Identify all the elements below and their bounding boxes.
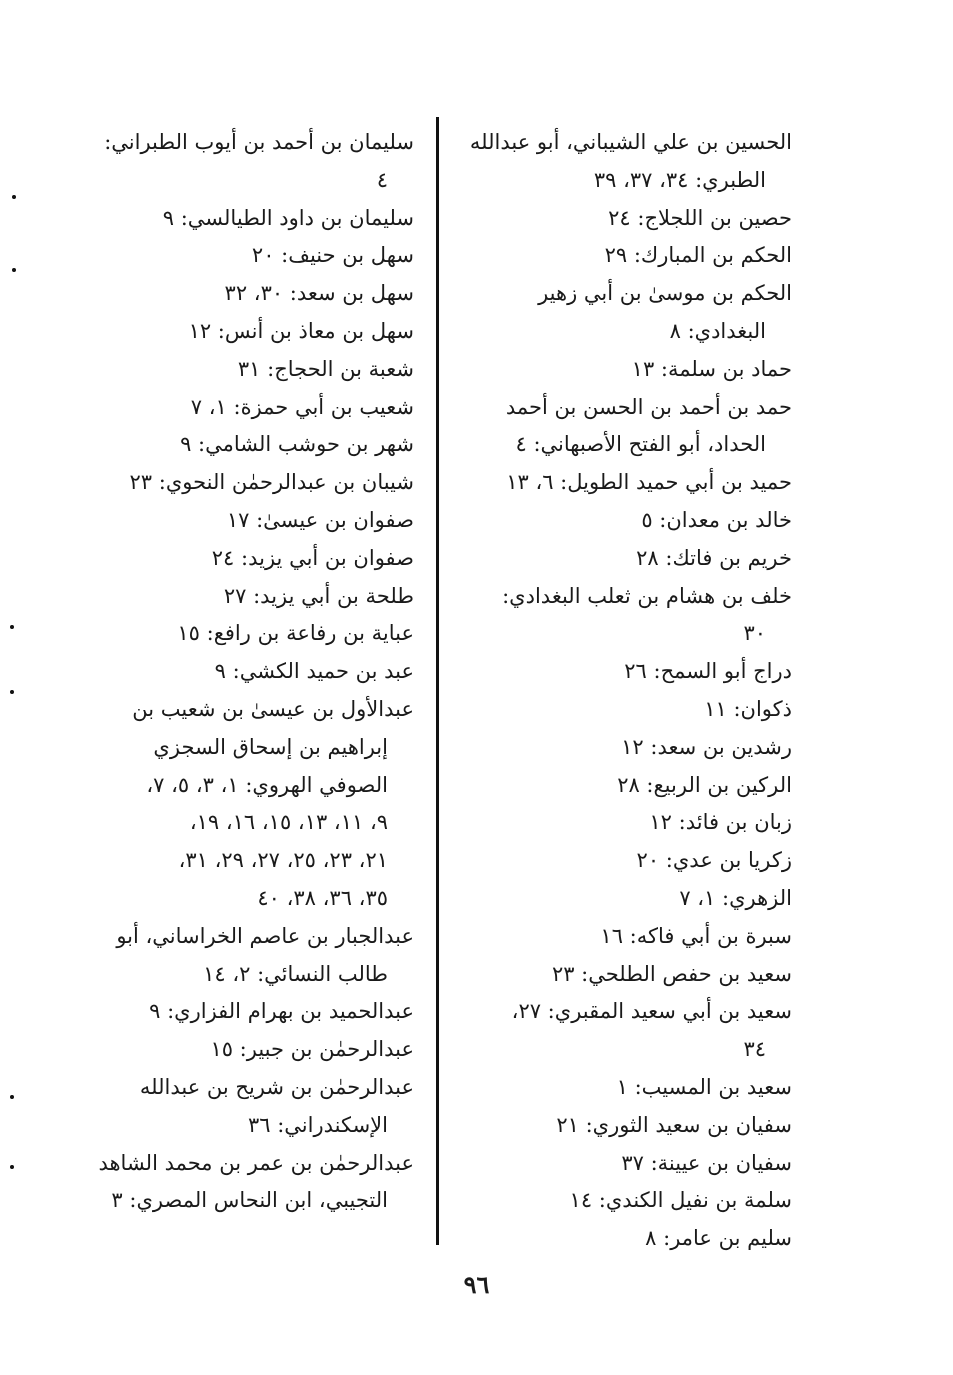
index-entry	[462, 578, 792, 654]
index-entry	[462, 1145, 792, 1183]
entry-continuation-line: طالب النسائي: ٢، ١٤	[203, 961, 388, 986]
index-entry	[84, 1069, 414, 1145]
entry-main-line: سليمان بن داود الطيالسي: ٩	[162, 205, 414, 230]
entry-main-line: سفيان بن عيينة: ٣٧	[621, 1150, 792, 1175]
entry-main-line: سهل بن حنيف: ٢٠	[251, 243, 414, 268]
entry-continuation-line: ٣٥، ٣٦، ٣٨، ٤٠	[257, 885, 388, 910]
entry-main-line: عبدالأول بن عيسىٰ بن شعيب بن	[132, 696, 414, 721]
entry-main-line: زكريا بن عدي: ٢٠	[636, 848, 792, 873]
index-entry	[84, 653, 414, 691]
entry-main-line: شيبان بن عبدالرحمٰن النحوي: ٢٣	[129, 470, 414, 495]
index-entry	[462, 918, 792, 956]
entry-main-line: شعيب بن أبي حمزة: ١، ٧	[190, 394, 414, 419]
entry-main-line: صفوان بن أبي يزيد: ٢٤	[211, 545, 414, 570]
entry-continuation-line: إبراهيم بن إسحاق السجزي	[153, 734, 388, 759]
scan-speck	[12, 268, 16, 272]
index-entry	[462, 351, 792, 389]
entry-continuation-line: الإسكندراني: ٣٦	[247, 1112, 388, 1137]
entry-main-line: سهل بن سعد: ٣٠، ٣٢	[224, 281, 414, 306]
entry-continuation-line: الصوفي الهروي: ١، ٣، ٥، ٧،	[146, 772, 388, 797]
index-entry	[462, 767, 792, 805]
entry-main-line: الحسين بن علي الشيباني، أبو عبدالله	[469, 130, 792, 154]
entry-continuation-line: ٤	[376, 167, 388, 192]
index-entry	[84, 691, 414, 918]
index-entry	[462, 540, 792, 578]
entry-continuation-line: التجيبي، ابن النحاس المصري: ٣	[111, 1188, 388, 1213]
entry-continuation-line: ٣٠	[743, 621, 766, 646]
entry-main-line: رشدين بن سعد: ١٢	[621, 734, 792, 759]
column-divider	[436, 117, 439, 1245]
entry-main-line: حصين بن اللجلاج: ٢٤	[608, 205, 792, 230]
index-entry	[84, 1145, 414, 1221]
scan-speck	[10, 625, 14, 629]
entry-main-line: سعيد بن حفص الطلحي: ٢٣	[551, 961, 792, 986]
entry-main-line: عبد بن حميد الكشي: ٩	[214, 659, 414, 684]
entry-main-line: طلحة بن أبي يزيد: ٢٧	[223, 583, 414, 608]
index-entry	[462, 124, 792, 200]
index-entry	[84, 464, 414, 502]
index-entry	[84, 351, 414, 389]
entry-continuation-line: ٢١، ٢٣، ٢٥، ٢٧، ٢٩، ٣١،	[178, 848, 388, 873]
entry-main-line: سهل بن معاذ بن أنس: ١٢	[188, 318, 414, 343]
entry-main-line: خالد بن معدان: ٥	[641, 507, 792, 532]
entry-main-line: سبرة بن أبي فاكه: ١٦	[600, 923, 792, 948]
scan-speck	[12, 195, 16, 199]
index-entry	[462, 464, 792, 502]
index-entry	[462, 1069, 792, 1107]
index-entry	[462, 1107, 792, 1145]
entry-main-line: سلمة بن نفيل الكندي: ١٤	[569, 1188, 792, 1213]
index-entry	[84, 200, 414, 238]
entry-continuation-line: البغدادي: ٨	[669, 318, 766, 343]
entry-continuation-line: ٣٤	[743, 1037, 766, 1062]
entry-main-line: سعيد بن أبي سعيد المقبري: ٢٧،	[511, 999, 792, 1024]
entry-continuation-line: الحداد، أبو الفتح الأصبهاني: ٤	[515, 432, 766, 457]
scan-speck	[10, 1095, 14, 1099]
index-entry	[84, 993, 414, 1031]
index-entry	[462, 237, 792, 275]
index-entry	[84, 124, 414, 200]
entry-main-line: عبدالرحمٰن بن عمر بن محمد الشاهد	[98, 1150, 414, 1175]
entry-main-line: عباية بن رفاعة بن رافع: ١٥	[177, 621, 414, 646]
entry-main-line: حمد بن أحمد بن الحسن بن أحمد	[505, 394, 792, 419]
entry-main-line: حماد بن سلمة: ١٣	[631, 356, 792, 381]
entry-main-line: سليمان بن أحمد بن أيوب الطبراني:	[104, 130, 414, 154]
index-entry	[84, 918, 414, 994]
entry-main-line: دراج أبو السمح: ٢٦	[624, 659, 792, 684]
index-entry	[462, 389, 792, 465]
index-entry	[462, 729, 792, 767]
entry-main-line: الحكم بن موسىٰ بن أبي زهير	[538, 281, 792, 306]
entry-main-line: خلف بن هشام بن ثعلب البغدادي:	[502, 583, 792, 608]
index-entry	[84, 502, 414, 540]
entry-main-line: شعبة بن الحجاج: ٣١	[237, 356, 414, 381]
entry-main-line: عبدالرحمٰن بن جبير: ١٥	[210, 1037, 414, 1062]
entry-main-line: زبان بن فائد: ١٢	[649, 810, 792, 835]
index-entry	[462, 691, 792, 729]
index-entry	[462, 842, 792, 880]
entry-main-line: سليم بن عامر: ٨	[645, 1226, 792, 1251]
entry-main-line: عبدالحميد بن بهرام الفزاري: ٩	[149, 999, 414, 1024]
index-entry	[84, 578, 414, 616]
entry-continuation-line: الطبري: ٣٤، ٣٧، ٣٩	[593, 167, 766, 192]
index-entry	[462, 1182, 792, 1220]
entry-main-line: الزهري: ١، ٧	[679, 885, 792, 910]
index-column-left	[84, 124, 414, 1220]
index-entry	[84, 1031, 414, 1069]
index-entry	[462, 993, 792, 1069]
index-column-right	[462, 124, 792, 1258]
index-entry	[84, 426, 414, 464]
index-entry	[462, 804, 792, 842]
scan-speck	[10, 690, 14, 694]
entry-main-line: صفوان بن عيسىٰ: ١٧	[226, 507, 414, 532]
entry-main-line: حميد بن أبي حميد الطويل: ٦، ١٣	[506, 470, 792, 495]
entry-main-line: الركين بن الربيع: ٢٨	[617, 772, 792, 797]
index-entry	[462, 200, 792, 238]
index-entry	[462, 880, 792, 918]
index-entry	[84, 389, 414, 427]
index-entry	[84, 313, 414, 351]
index-entry	[462, 653, 792, 691]
scan-speck	[10, 1165, 14, 1169]
index-entry	[84, 275, 414, 313]
entry-main-line: سفيان بن سعيد الثوري: ٢١	[556, 1112, 792, 1137]
entry-main-line: ذكوان: ١١	[704, 696, 792, 721]
entry-continuation-line: ٩، ١١، ١٣، ١٥، ١٦، ١٩،	[189, 810, 388, 835]
index-entry	[84, 540, 414, 578]
entry-main-line: عبدالرحمٰن بن شريح بن عبدالله	[139, 1074, 414, 1099]
entry-main-line: سعيد بن المسيب: ١	[616, 1074, 792, 1099]
page-number: ٩٦	[463, 1270, 490, 1299]
index-entry	[462, 956, 792, 994]
entry-main-line: عبدالجبار بن عاصم الخراساني، أبو	[116, 923, 414, 948]
index-entry	[462, 502, 792, 540]
index-entry	[462, 1220, 792, 1258]
entry-main-line: خريم بن فاتك: ٢٨	[636, 545, 792, 570]
index-entry	[84, 615, 414, 653]
entry-main-line: الحكم بن المبارك: ٢٩	[604, 243, 792, 268]
entry-main-line: شهر بن حوشب الشامي: ٩	[180, 432, 414, 457]
index-entry	[84, 237, 414, 275]
index-entry	[462, 275, 792, 351]
